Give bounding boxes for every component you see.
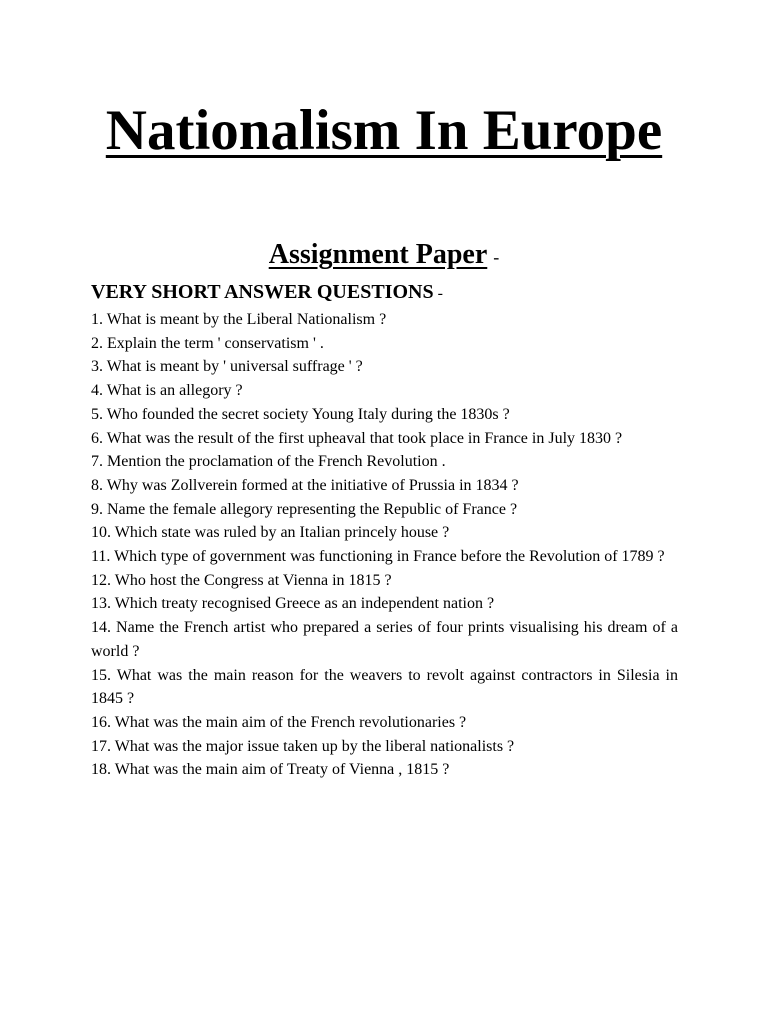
section-heading <box>91 278 691 308</box>
question-item: 18. What was the main aim of Treaty of Vienna , 1815 ? <box>91 761 450 779</box>
question-item: 10. Which state was ruled by an Italian princely house ? <box>91 524 450 542</box>
page-title-text: Nationalism In Europe <box>105 99 663 162</box>
question-list <box>91 308 678 782</box>
assignment-subtitle-dash: - <box>493 247 500 267</box>
section-heading-dash: - <box>437 285 443 302</box>
question-item: 12. Who host the Congress at Vienna in 1815 ? <box>91 571 392 589</box>
question-item: 16. What was the main aim of the French revolutionaries ? <box>91 713 467 731</box>
assignment-subtitle-text: Assignment Paper <box>268 239 488 270</box>
question-item: 6. What was the result of the first upheaval that took place in France in July 1830 ? <box>91 429 623 447</box>
question-item: 5. Who founded the secret society Young Italy during the 1830s ? <box>91 405 510 423</box>
question-item: 1. What is meant by the Liberal Nationalism ? <box>91 311 387 328</box>
question-item: 13. Which treaty recognised Greece as an independent nation ? <box>91 595 495 613</box>
question-item: 11. Which type of government was functioning in France before the Revolution of 1789 ? <box>91 548 665 566</box>
question-item: 15. What was the main reason for the weavers to revolt against contractors in Silesia in 1845 ? <box>91 666 678 708</box>
question-item: 2. Explain the term ' conservatism ' . <box>91 334 324 352</box>
assignment-subtitle <box>0 237 768 275</box>
question-item: 9. Name the female allegory representing the Republic of France ? <box>91 500 518 518</box>
question-item: 7. Mention the proclamation of the French Revolution . <box>91 453 446 471</box>
question-item: 3. What is meant by ' universal suffrage ' ? <box>91 358 363 376</box>
page-title <box>0 96 768 166</box>
section-heading-text: VERY SHORT ANSWER QUESTIONS <box>91 281 434 303</box>
question-item: 8. Why was Zollverein formed at the initiative of Prussia in 1834 ? <box>91 476 519 494</box>
question-item: 14. Name the French artist who prepared a series of four prints visualising his dream of a world ? <box>91 619 678 660</box>
question-item: 17. What was the major issue taken up by the liberal nationalists ? <box>91 737 515 755</box>
question-item: 4. What is an allegory ? <box>91 382 243 400</box>
